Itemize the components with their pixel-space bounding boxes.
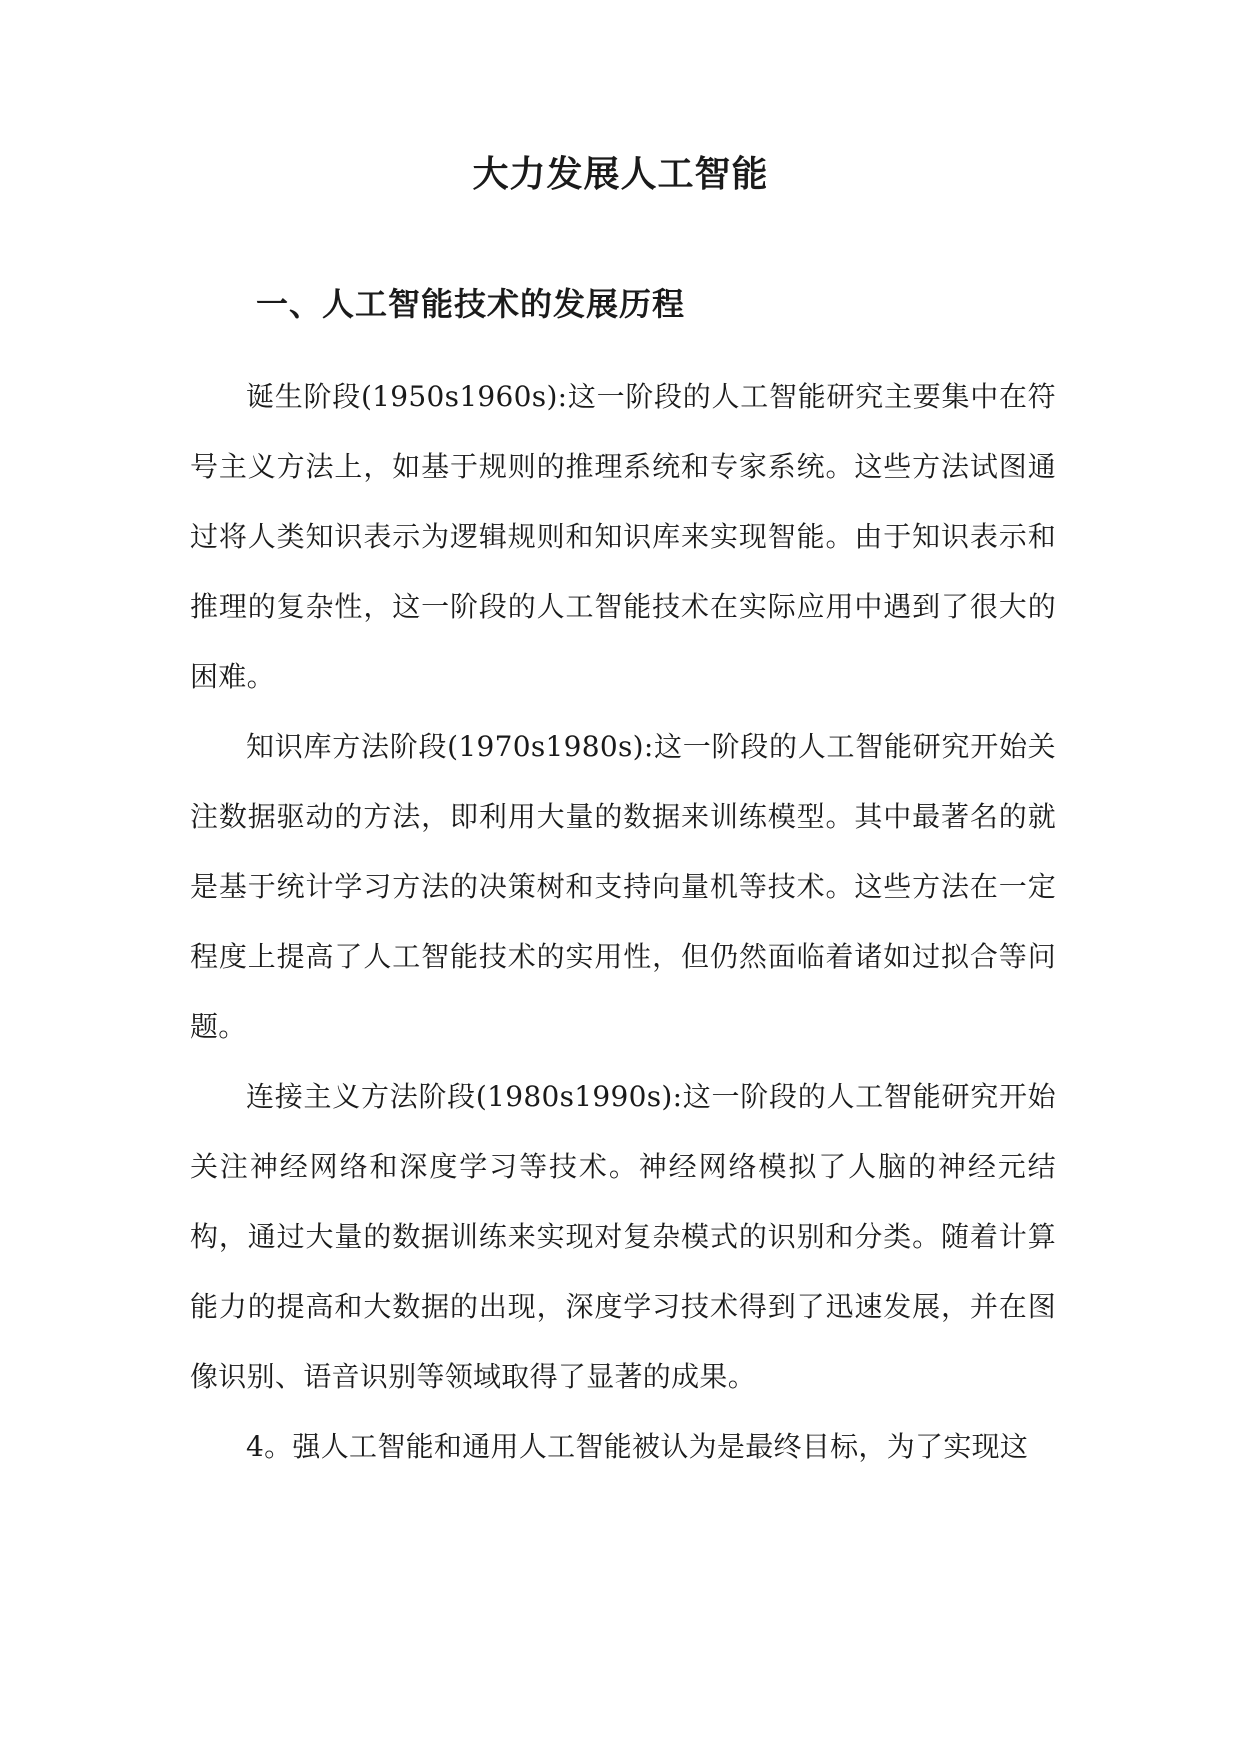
paragraph: 4。强人工智能和通用人工智能被认为是最终目标，为了实现这 — [246, 1430, 1029, 1463]
section-heading: 一、人工智能技术的发展历程 — [256, 285, 686, 323]
document-title: 大力发展人工智能 — [472, 153, 769, 195]
document-body — [190, 362, 1056, 1482]
paragraph: 知识库方法阶段(1970s1980s):这一阶段的人工智能研究开始关注数据驱动的方法，即利用大量的数据来训练模型。其中最著名的就是基于统计学习方法的决策树和支持向量机等技术。这些方法在一定程度上提高了人工智能技术的实用性，但仍然面临着诸如过拟合等问题。 — [190, 730, 1056, 1043]
paragraph: 诞生阶段(1950s1960s):这一阶段的人工智能研究主要集中在符号主义方法上，如基于规则的推理系统和专家系统。这些方法试图通过将人类知识表示为逻辑规则和知识库来实现智能。由于知识表示和推理的复杂性，这一阶段的人工智能技术在实际应用中遇到了很大的困难。 — [190, 380, 1056, 693]
paragraph: 连接主义方法阶段(1980s1990s):这一阶段的人工智能研究开始关注神经网络和深度学习等技术。神经网络模拟了人脑的神经元结构，通过大量的数据训练来实现对复杂模式的识别和分类。随着计算能力的提高和大数据的出现，深度学习技术得到了迅速发展，并在图像识别、语音识别等领域取得了显著的成果。 — [190, 1080, 1056, 1393]
